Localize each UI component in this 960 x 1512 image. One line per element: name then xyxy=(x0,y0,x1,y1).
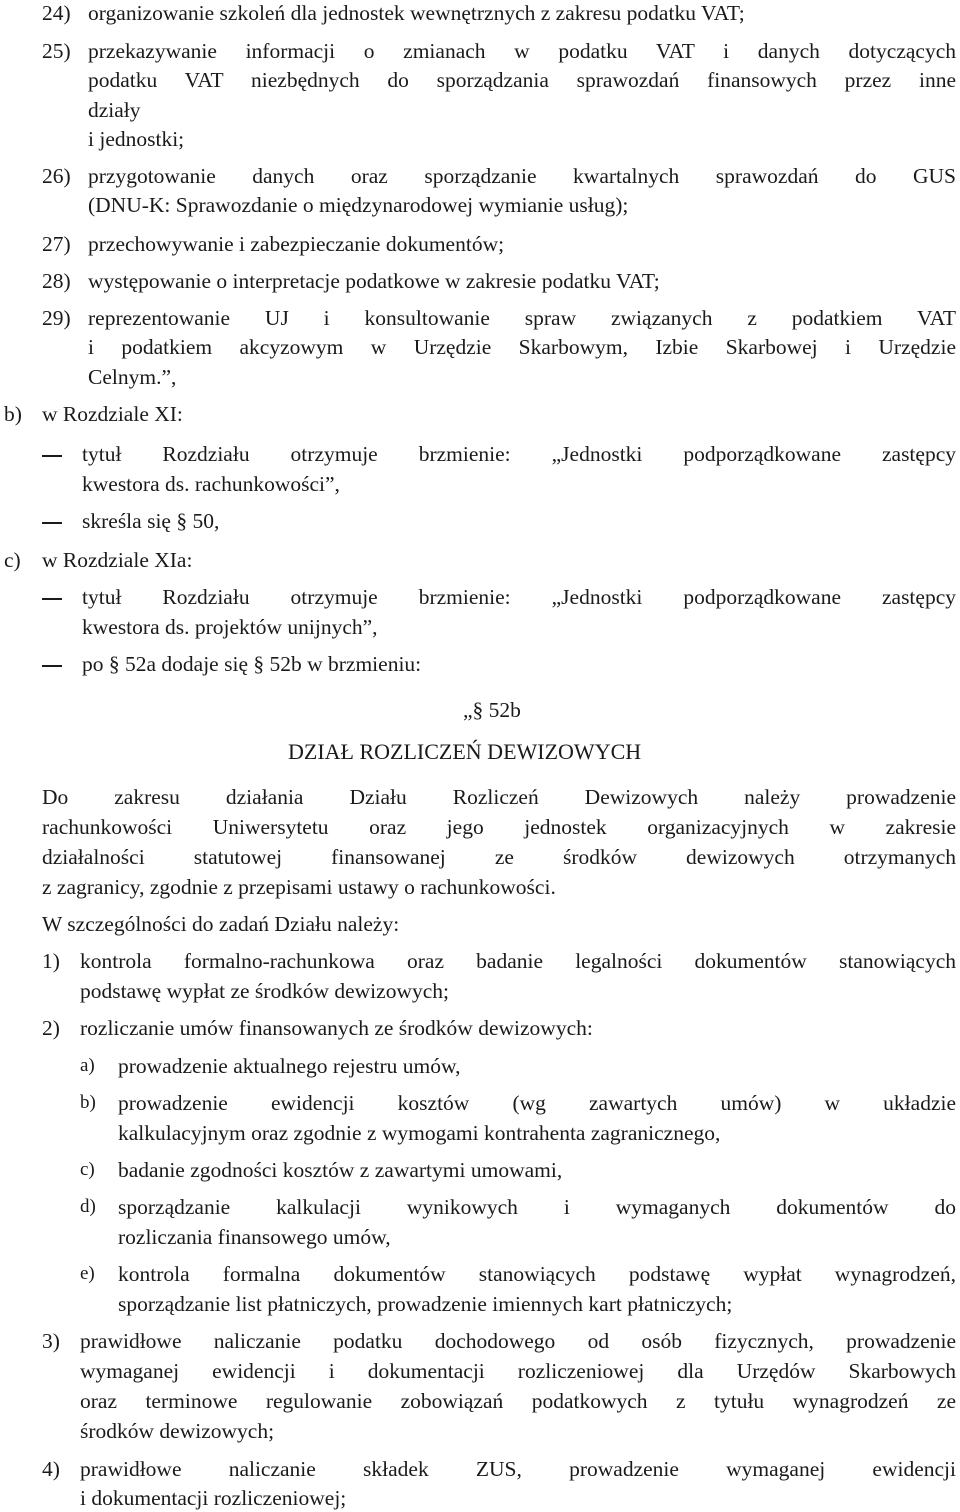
item-text: (DNU-K: Sprawozdanie o międzynarodowej wymianie usług); xyxy=(88,193,629,217)
dash-text: po § 52a dodaje się § 52b w brzmieniu: xyxy=(82,652,422,676)
dash-text: tytuł Rozdziału otrzymuje brzmienie: „Jednostki podporządkowane zastępcy xyxy=(82,442,956,466)
department-heading: DZIAŁ ROZLICZEŃ DEWIZOWYCH xyxy=(288,739,642,764)
subtask-text: sporządzanie list płatniczych, prowadzenie imiennych kart płatniczych; xyxy=(118,1292,733,1316)
item-number: 26) xyxy=(42,164,71,188)
task-number: 2) xyxy=(42,1016,60,1040)
dash-bullet xyxy=(42,665,62,667)
tasks-intro: W szczególności do zadań Działu należy: xyxy=(42,912,400,936)
section-title: w Rozdziale XI: xyxy=(42,402,183,426)
section-label: c) xyxy=(4,548,21,572)
task-text: wymaganej ewidencji i dokumentacji rozliczeniowej dla Urzędów Skarbowych xyxy=(80,1359,956,1383)
item-number: 27) xyxy=(42,232,71,256)
section-label: b) xyxy=(4,402,22,426)
subtask-letter: a) xyxy=(80,1055,95,1076)
subtask-text: prowadzenie aktualnego rejestru umów, xyxy=(118,1054,461,1078)
section-title: w Rozdziale XIa: xyxy=(42,548,193,572)
item-text: przekazywanie informacji o zmianach w podatku VAT i danych dotyczących xyxy=(88,39,956,63)
dash-text: kwestora ds. rachunkowości”, xyxy=(82,472,340,496)
item-number: 28) xyxy=(42,269,71,293)
intro-text: działalności statutowej finansowanej ze środków dewizowych otrzymanych xyxy=(42,845,956,869)
item-number: 29) xyxy=(42,306,71,330)
subtask-letter: d) xyxy=(80,1196,96,1217)
item-text: występowanie o interpretacje podatkowe w zakresie podatku VAT; xyxy=(88,269,660,293)
task-text: rozliczanie umów finansowanych ze środków dewizowych: xyxy=(80,1016,593,1040)
item-text: podatku VAT niezbędnych do sporządzania sprawozdań finansowych przez inne xyxy=(88,68,956,92)
dash-text: skreśla się § 50, xyxy=(82,509,220,533)
task-number: 4) xyxy=(42,1457,60,1481)
task-text: prawidłowe naliczanie podatku dochodowego od osób fizycznych, prowadzenie xyxy=(80,1329,956,1353)
item-text: działy xyxy=(88,98,141,122)
intro-text: z zagranicy, zgodnie z przepisami ustawy o rachunkowości. xyxy=(42,875,556,899)
item-text: i podatkiem akcyzowym w Urzędzie Skarbowym, Izbie Skarbowej i Urzędzie xyxy=(88,335,956,359)
item-number: 24) xyxy=(42,1,71,25)
subtask-text: prowadzenie ewidencji kosztów (wg zawartych umów) w układzie xyxy=(118,1091,956,1115)
task-text: prawidłowe naliczanie składek ZUS, prowadzenie wymaganej ewidencji xyxy=(80,1457,956,1481)
item-text: reprezentowanie UJ i konsultowanie spraw związanych z podatkiem VAT xyxy=(88,306,956,330)
task-text: i dokumentacji rozliczeniowej; xyxy=(80,1486,347,1510)
item-text: i jednostki; xyxy=(88,127,185,151)
item-text: Celnym.”, xyxy=(88,365,177,389)
subtask-text: badanie zgodności kosztów z zawartymi umowami, xyxy=(118,1158,563,1182)
intro-text: Do zakresu działania Działu Rozliczeń Dewizowych należy prowadzenie xyxy=(42,785,956,809)
dash-bullet xyxy=(42,598,62,600)
paragraph-heading: „§ 52b xyxy=(463,698,521,722)
intro-text: rachunkowości Uniwersytetu oraz jego jednostek organizacyjnych w zakresie xyxy=(42,815,956,839)
subtask-letter: e) xyxy=(80,1263,95,1284)
dash-text: tytuł Rozdziału otrzymuje brzmienie: „Jednostki podporządkowane zastępcy xyxy=(82,585,956,609)
subtask-letter: c) xyxy=(80,1159,95,1180)
subtask-text: kontrola formalna dokumentów stanowiących podstawę wypłat wynagrodzeń, xyxy=(118,1262,956,1286)
task-text: kontrola formalno-rachunkowa oraz badanie legalności dokumentów stanowiących xyxy=(80,949,956,973)
item-text: przechowywanie i zabezpieczanie dokumentów; xyxy=(88,232,505,256)
dash-bullet xyxy=(42,455,62,457)
dash-text: kwestora ds. projektów unijnych”, xyxy=(82,615,378,639)
subtask-text: sporządzanie kalkulacji wynikowych i wymaganych dokumentów do xyxy=(118,1195,956,1219)
subtask-letter: b) xyxy=(80,1092,96,1113)
item-text: organizowanie szkoleń dla jednostek wewnętrznych z zakresu podatku VAT; xyxy=(88,1,745,25)
task-number: 1) xyxy=(42,949,60,973)
subtask-text: rozliczania finansowego umów, xyxy=(118,1225,391,1249)
task-text: oraz terminowe regulowanie zobowiązań podatkowych z tytułu wynagrodzeń ze xyxy=(80,1389,956,1413)
dash-bullet xyxy=(42,522,62,524)
subtask-text: kalkulacyjnym oraz zgodnie z wymogami kontrahenta zagranicznego, xyxy=(118,1121,721,1145)
task-text: środków dewizowych; xyxy=(80,1419,275,1443)
task-number: 3) xyxy=(42,1329,60,1353)
item-number: 25) xyxy=(42,39,71,63)
item-text: przygotowanie danych oraz sporządzanie kwartalnych sprawozdań do GUS xyxy=(88,164,956,188)
task-text: podstawę wypłat ze środków dewizowych; xyxy=(80,979,449,1003)
